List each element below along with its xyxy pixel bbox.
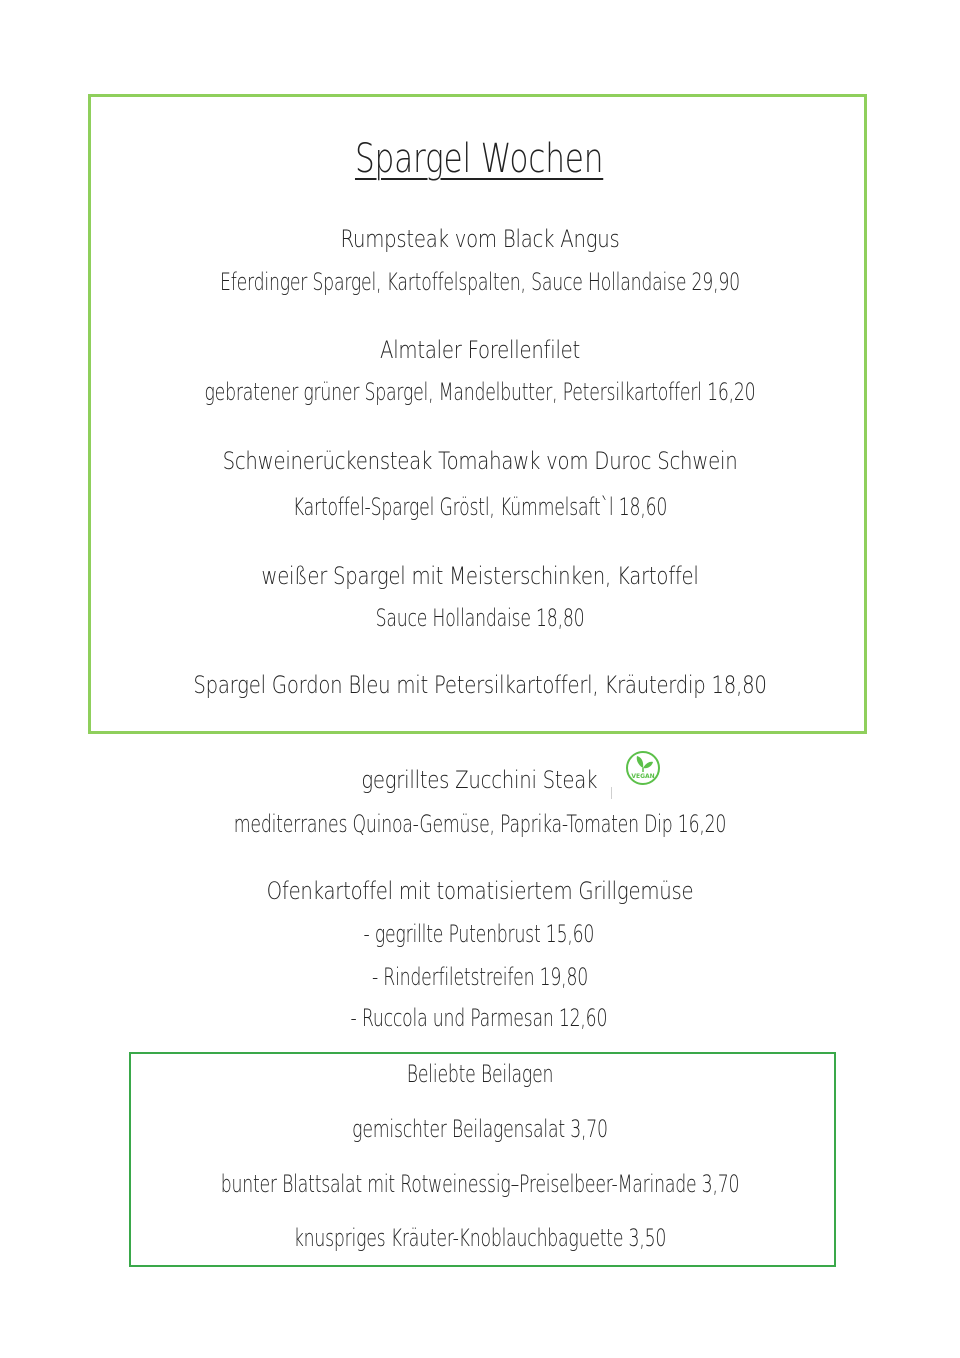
beilage-item: gemischter Beilagensalat 3,70: [352, 1115, 608, 1143]
beilage-item: knuspriges Kräuter-Knoblauchbaguette 3,50: [293, 1224, 667, 1252]
dish-name: Schweinerückensteak Tomahawk vom Duroc Schwein: [222, 447, 738, 475]
vegan-dish-name: gegrilltes Zucchini Steak: [361, 766, 598, 794]
dish-description: Sauce Hollandaise 18,80: [375, 604, 585, 632]
dish-name: Almtaler Forellenfilet: [379, 336, 581, 364]
vegan-dish-description: mediterranes Quinoa-Gemüse, Paprika-Tomaten Dip 16,20: [233, 810, 727, 838]
dish-name: weißer Spargel mit Meisterschinken, Kartoffel: [261, 562, 699, 590]
beilagen-title: Beliebte Beilagen: [406, 1060, 554, 1088]
dish-name: Ofenkartoffel mit tomatisiertem Grillgemüse: [266, 877, 694, 905]
dish-name: Spargel Gordon Bleu mit Petersilkartofferl, Kräuterdip 18,80: [193, 671, 767, 699]
dish-name: Rumpsteak vom Black Angus: [340, 225, 620, 253]
dish-option: - gegrillte Putenbrust 15,60: [363, 920, 595, 948]
menu-title: Spargel Wochen: [354, 136, 604, 182]
dish-description: Eferdinger Spargel, Kartoffelspalten, Sauce Hollandaise 29,90: [220, 268, 740, 296]
beilage-item: bunter Blattsalat mit Rotweinessig–Preiselbeer-Marinade 3,70: [220, 1170, 740, 1198]
spargel-wochen-box: [88, 94, 867, 734]
dish-option: - Ruccola und Parmesan 12,60: [350, 1004, 608, 1032]
dish-description: Kartoffel-Spargel Gröstl, Kümmelsaft`l 18,60: [292, 493, 668, 521]
dish-option: - Rinderfiletstreifen 19,80: [371, 963, 589, 991]
dish-description: gebratener grüner Spargel, Mandelbutter, Petersilkartofferl 16,20: [204, 378, 756, 406]
vegan-badge-text: VEGAN: [631, 773, 655, 780]
vegan-badge: [612, 732, 678, 802]
leaf-icon: [612, 732, 678, 802]
